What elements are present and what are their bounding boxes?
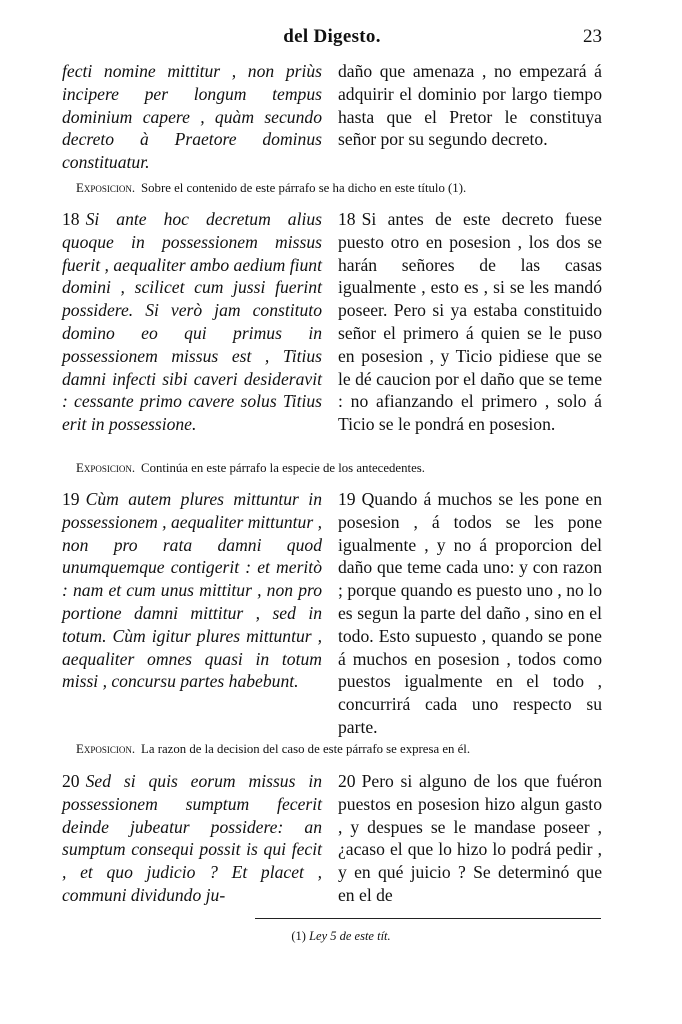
paragraph-continuation <box>62 60 602 173</box>
latin-column: fecti nomine mittitur , non priùs incipere per longum tempus dominium capere , quàm secundo decreto à Praetore dominus constituatur. <box>62 61 322 173</box>
page-header <box>62 26 602 56</box>
page-number: 23 <box>583 26 602 47</box>
exposicion-note <box>76 741 602 757</box>
running-title: del Digesto. <box>283 26 381 47</box>
paragraph-number: 20 <box>338 771 356 791</box>
latin-column: 19 Cùm autem plures mittuntur in possessionem , aequaliter mittuntur , non pro rata damni quod unumquemque contigerit : et meritò : nam et cum unus mittitur , non pro portione damni mittitur , sed in totum. Cùm igitur plures mittuntur , aequaliter omnes quasi in totum missi , concursu partes habebunt. <box>62 489 322 692</box>
footnote-text: Ley 5 de este tít. <box>309 929 391 943</box>
footnote-marker: (1) <box>291 929 306 943</box>
latin-column: 20 Sed si quis eorum missus in possessionem sumptum fecerit deinde jubeatur possidere: an sumptum consequi possit is qui fecit , et quo judicio ? Et placet , communi dividundo ju- <box>62 771 322 905</box>
spanish-column: 18 Si antes de este decreto fuese puesto otro en posesion , los dos se harán señores de las casas igualmente , esto es , si se les mandó poseer. Pero si ya estaba constituido señor el primero á quien se le puso en posesion , y Ticio pidiese que se le dé caucion por el daño que se teme : no afianzando el primero , solo á Ticio se le pondrá en posesion. <box>338 209 602 435</box>
exposicion-label: Exposicion. <box>76 181 136 195</box>
footnote-rule <box>255 918 601 919</box>
paragraph-number: 19 <box>338 489 356 509</box>
paragraph-20 <box>62 770 602 910</box>
paragraph-number: 19 <box>62 489 80 509</box>
paragraph-19 <box>62 488 602 737</box>
exposicion-text: Continúa en este párrafo la especie de los antecedentes. <box>141 461 425 475</box>
spanish-column: 20 Pero si alguno de los que fuéron puestos en posesion hizo algun gasto , y despues se le mandase poseer , ¿acaso el que lo hizo lo podrá pedir , y en qué juicio ? Se determinó que en el de <box>338 771 602 905</box>
paragraph-number: 18 <box>62 209 80 229</box>
exposicion-text: Sobre el contenido de este párrafo se ha dicho en este título (1). <box>141 181 467 195</box>
spanish-column: daño que amenaza , no empezará á adquirir el dominio por largo tiempo hasta que el Pretor le constituya señor por su segundo decreto. <box>338 61 602 150</box>
latin-column: 18 Si ante hoc decretum alius quoque in possessionem missus fuerit , aequaliter ambo aedium fiunt domini , scilicet cum jussi fuerint possidere. Si verò jam constituto domino eo qui primus in possessionem missus est , Titius damni infecti sibi caveri desideravit : cessante primo cavere solus Titius erit in possessione. <box>62 209 322 435</box>
spanish-column: 19 Quando á muchos se les pone en posesion , á todos se les pone igualmente , y no á proporcion del daño que teme cada uno: y con razon ; porque quando es puesto uno , no lo es segun la parte del daño , sino en el todo. Esto supuesto , quando se pone á muchos en posesion , todos como puestos igualmente en el todo , concurrirá cada uno respecto su parte. <box>338 489 602 737</box>
exposicion-note <box>76 180 602 196</box>
exposicion-label: Exposicion. <box>76 742 136 756</box>
paragraph-18 <box>62 208 602 454</box>
exposicion-text: La razon de la decision del caso de este párrafo se expresa en él. <box>141 742 471 756</box>
exposicion-label: Exposicion. <box>76 461 136 475</box>
paragraph-number: 20 <box>62 771 80 791</box>
exposicion-note <box>76 460 602 476</box>
paragraph-number: 18 <box>338 209 356 229</box>
footnote <box>0 929 682 944</box>
